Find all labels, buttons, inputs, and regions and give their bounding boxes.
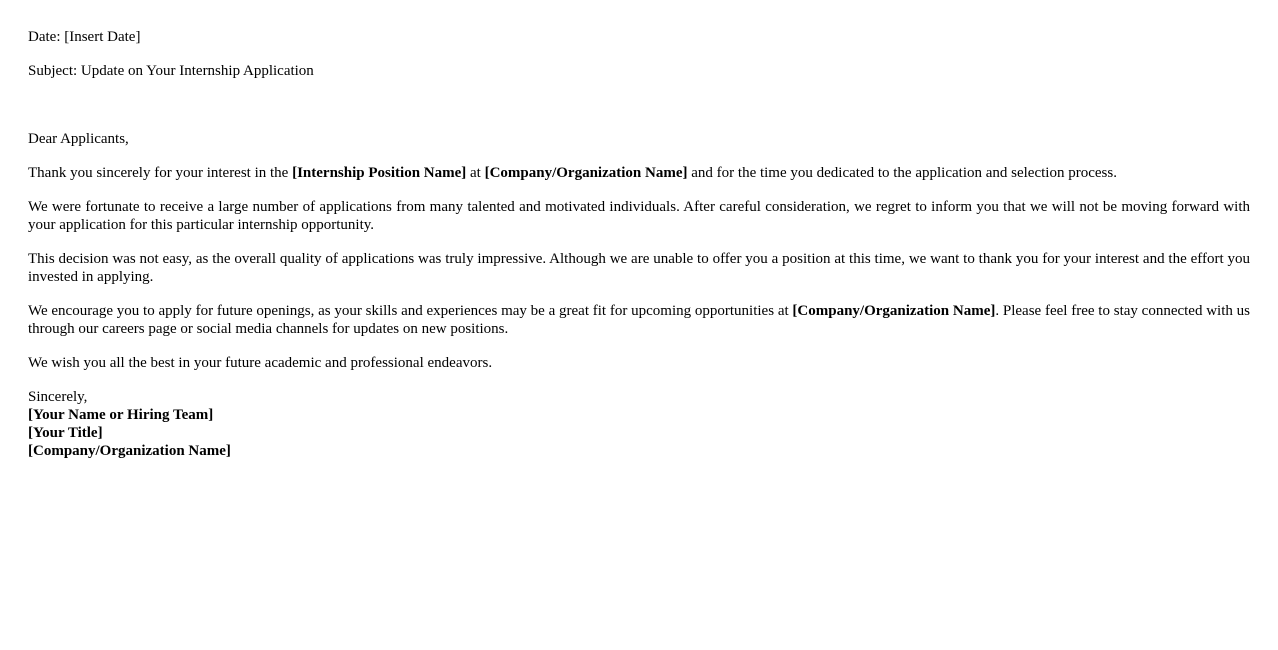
p1-text-end: and for the time you dedicated to the application and selection process. — [687, 165, 1117, 181]
letter-document — [28, 28, 1250, 460]
paragraph-thank-you — [28, 164, 1250, 182]
spacer — [28, 96, 1250, 130]
paragraph-well-wishes: We wish you all the best in your future academic and professional endeavors. — [28, 355, 493, 371]
signature-block — [28, 388, 1250, 460]
signer-name: [Your Name or Hiring Team] — [28, 407, 214, 423]
closing: Sincerely, — [28, 389, 88, 405]
p4-text-end: . Please feel free to stay connected with us through our careers page or social media channels for updates on new positions. — [28, 303, 1251, 337]
p1-text-between: at — [466, 165, 485, 181]
paragraph-appreciation: This decision was not easy, as the overall quality of applications was truly impressive. Although we are unable to offer you a position at this time, we want to thank you for your interest and the effort you invested in applying. — [28, 251, 1250, 285]
date-line: Date: [Insert Date] — [28, 29, 141, 45]
signer-title: [Your Title] — [28, 425, 103, 441]
paragraph-decision: We were fortunate to receive a large number of applications from many talented and motivated individuals. After careful consideration, we regret to inform you that we will not be moving forward with your application for this particular internship opportunity. — [28, 199, 1250, 233]
salutation: Dear Applicants, — [28, 131, 129, 147]
position-name-placeholder: [Internship Position Name] — [292, 165, 467, 181]
paragraph-encouragement — [28, 302, 1250, 338]
company-name-placeholder: [Company/Organization Name] — [792, 303, 996, 319]
company-name-placeholder: [Company/Organization Name] — [484, 165, 688, 181]
signer-company: [Company/Organization Name] — [28, 443, 231, 459]
p1-text-start: Thank you sincerely for your interest in the — [28, 165, 293, 181]
subject-line: Subject: Update on Your Internship Application — [28, 63, 314, 79]
p4-text-start: We encourage you to apply for future openings, as your skills and experiences may be a great fit for upcoming opportunities at — [28, 303, 793, 319]
